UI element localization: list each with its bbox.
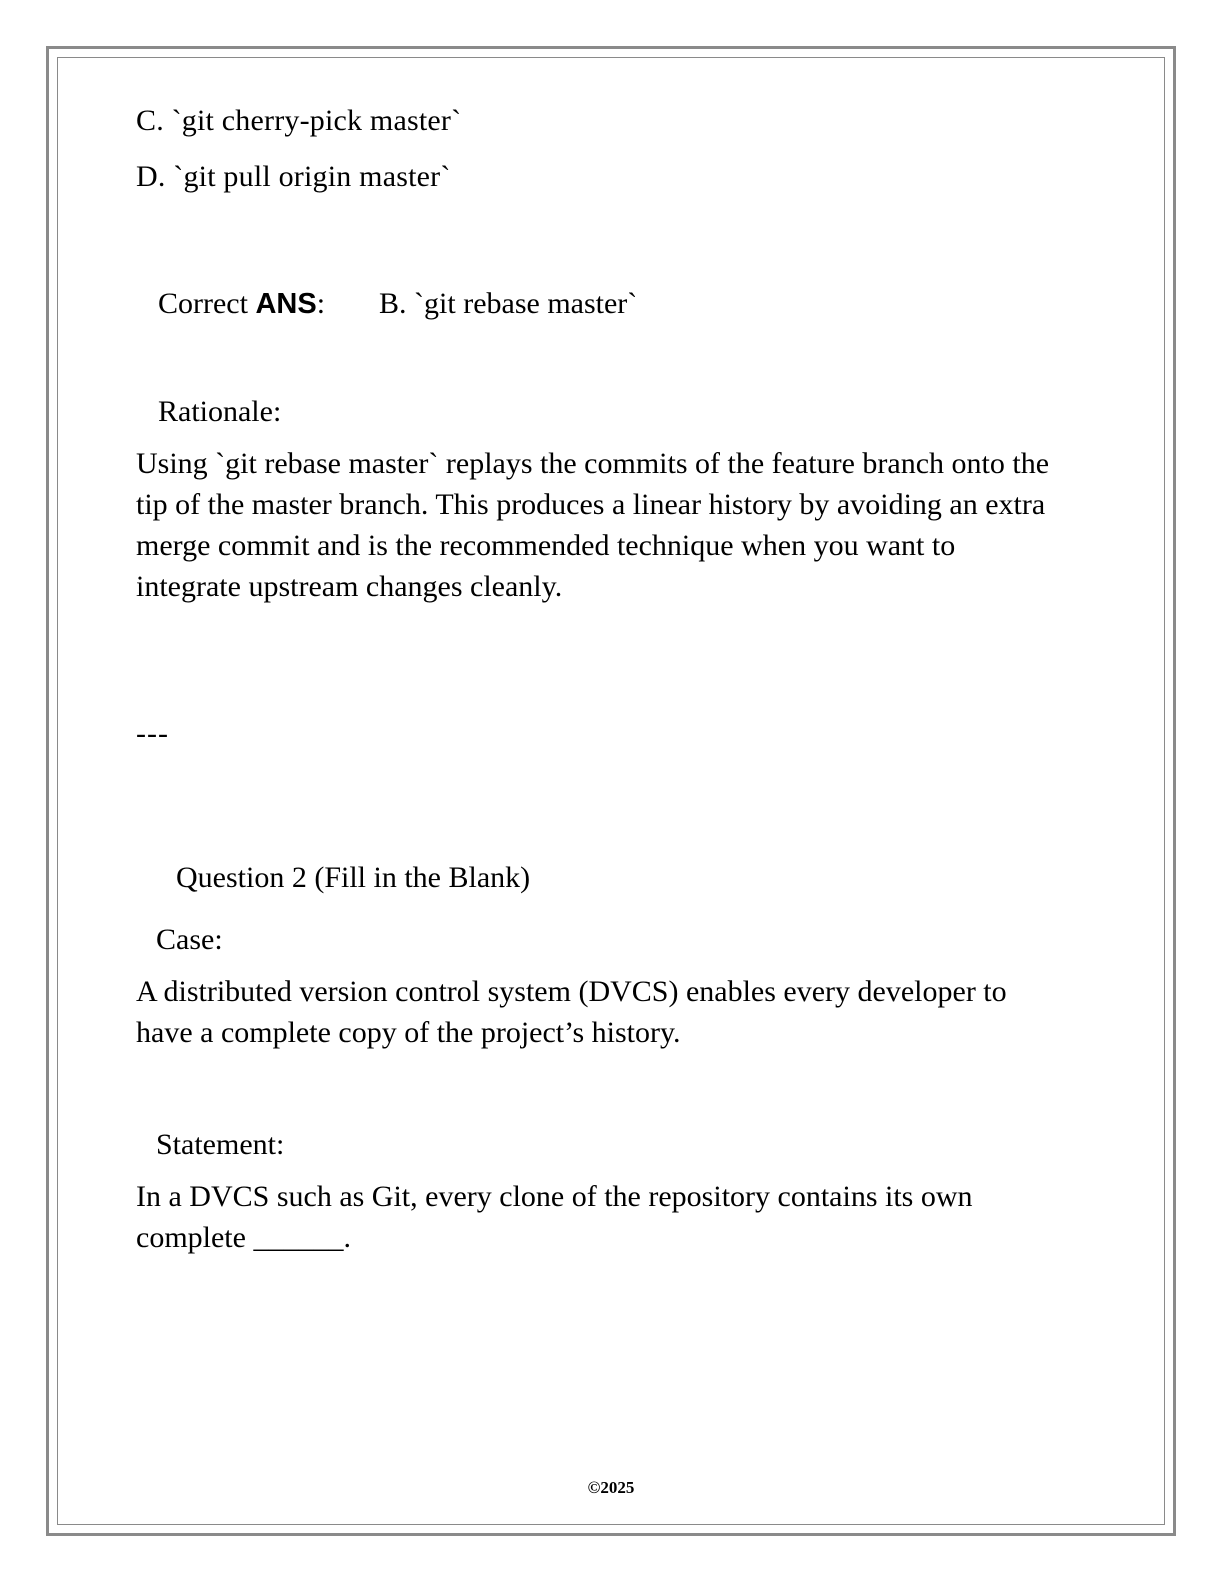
spacer (136, 895, 1086, 923)
section-divider: --- (136, 717, 169, 751)
statement-body: In a DVCS such as Git, every clone of the repository contains its own complete ______. (136, 1179, 973, 1254)
correct-answer-label: ANS (255, 288, 317, 320)
rationale-body: Using `git rebase master` replays the commits of the feature branch onto the tip of the master branch. This produces a linear history by avoiding an extra merge commit and is the recommended technique when you want to integrate upstream changes cleanly. (136, 447, 1050, 604)
case-body: A distributed version control system (DVCS) enables every developer to have a complete copy of the project’s history. (136, 975, 1007, 1050)
document-content (136, 102, 1086, 1258)
document-page (46, 46, 1176, 1536)
spacer (136, 213, 1086, 287)
correct-answer-value: B. `git rebase master` (379, 287, 638, 320)
correct-answer-colon: : (316, 287, 326, 320)
statement-label: Statement: (156, 1127, 285, 1161)
option-d: D. `git pull origin master` (136, 159, 451, 193)
option-c: C. `git cherry-pick master` (136, 104, 462, 137)
page-inner-border (57, 57, 1165, 1525)
spacer (136, 321, 1086, 395)
spacer (136, 751, 1086, 861)
spacer (136, 1054, 1086, 1128)
spacer (136, 607, 1086, 717)
rationale-heading: Rationale: (158, 395, 282, 428)
correct-answer-prefix: Correct (158, 287, 256, 320)
page-footer: ©2025 (587, 1478, 635, 1497)
case-label: Case: (156, 923, 223, 957)
question2-heading: Question 2 (Fill in the Blank) (176, 861, 531, 895)
correct-answer-line (158, 287, 1086, 321)
